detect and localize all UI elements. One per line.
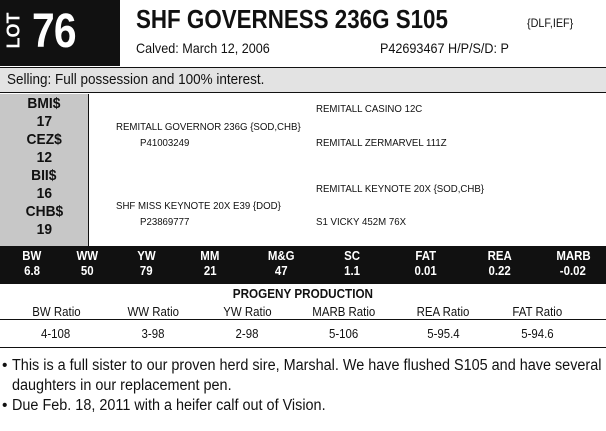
animal-tags: {DLF,IEF} [527, 16, 574, 30]
epd-mm: MM 21 [200, 248, 220, 278]
index-label-chb: CHB$ [25, 203, 63, 220]
progeny-divider [0, 319, 606, 320]
index-label-bii: BII$ [31, 167, 57, 184]
pedigree-dam-sire: REMITALL KEYNOTE 20X {SOD,CHB} [316, 183, 485, 195]
progeny-value-rea: 5-95.4 [426, 326, 460, 341]
epd-bar [0, 246, 606, 284]
progeny-value-fat: 5-94.6 [520, 326, 554, 341]
pedigree-sire-sire: REMITALL CASINO 12C [316, 103, 423, 115]
pedigree-dam-dam: S1 VICKY 452M 76X [316, 216, 407, 228]
epd-fat: FAT 0.01 [414, 248, 438, 278]
progeny-value-marb: 5-106 [329, 326, 359, 341]
bullet-icon: • [2, 397, 8, 414]
epd-sc: SC 1.1 [344, 248, 360, 278]
lot-notes [2, 356, 602, 416]
note-text: This is a full sister to our proven herd sire, Marshal. We have flushed S105 and have several daughters in our replacement pen. [12, 357, 602, 394]
lot-number-box [0, 0, 120, 66]
epd-marb: MARB -0.02 [555, 248, 591, 278]
epd-ww: WW 50 [76, 248, 98, 278]
progeny-value-bw: 4-108 [41, 326, 71, 341]
registration-number: P42693467 H/P/S/D: P [380, 40, 509, 56]
epd-rea: REA 0.22 [487, 248, 513, 278]
calved-date: Calved: March 12, 2006 [136, 40, 270, 56]
pedigree-dam: SHF MISS KEYNOTE 20X E39 {DOD} [116, 200, 281, 212]
pedigree-block [88, 94, 606, 246]
epd-bw: BW 6.8 [22, 248, 42, 278]
selling-terms [0, 67, 606, 93]
index-label-cez: CEZ$ [26, 131, 62, 148]
selling-text: Selling: Full possession and 100% interest. [7, 71, 265, 88]
lot-header [0, 0, 606, 66]
index-value-bmi: 17 [36, 113, 52, 130]
epd-mg: M&G 47 [267, 248, 295, 278]
progeny-value-ww: 3-98 [141, 326, 165, 341]
lot-number: 76 [32, 5, 76, 58]
progeny-production [0, 284, 606, 348]
index-column [0, 94, 88, 246]
progeny-head-ww: WW Ratio [127, 304, 179, 319]
pedigree-sire-reg: P41003249 [140, 137, 190, 149]
lot-label: LOT [3, 12, 24, 49]
animal-title [136, 4, 602, 35]
progeny-value-yw: 2-98 [235, 326, 259, 341]
progeny-head-yw: YW Ratio [222, 304, 272, 319]
pedigree-dam-reg: P23869777 [140, 216, 190, 228]
note-item [2, 356, 602, 396]
pedigree-sire: REMITALL GOVERNOR 236G {SOD,CHB} [116, 121, 301, 133]
progeny-head-fat: FAT Ratio [512, 304, 562, 319]
bullet-icon: • [2, 357, 8, 374]
epd-yw: YW 79 [136, 248, 156, 278]
index-label-bmi: BMI$ [27, 95, 61, 112]
progeny-title: PROGENY PRODUCTION [232, 286, 374, 301]
animal-name: SHF GOVERNESS 236G S105 [136, 4, 448, 34]
note-item [2, 396, 602, 416]
index-value-cez: 12 [36, 149, 52, 166]
index-value-chb: 19 [36, 221, 52, 238]
progeny-head-marb: MARB Ratio [312, 304, 376, 319]
progeny-head-bw: BW Ratio [31, 304, 81, 319]
pedigree-sire-dam: REMITALL ZERMARVEL 111Z [316, 137, 447, 149]
note-text: Due Feb. 18, 2011 with a heifer calf out of Vision. [12, 397, 326, 414]
index-value-bii: 16 [36, 185, 52, 202]
progeny-head-rea: REA Ratio [416, 304, 470, 319]
